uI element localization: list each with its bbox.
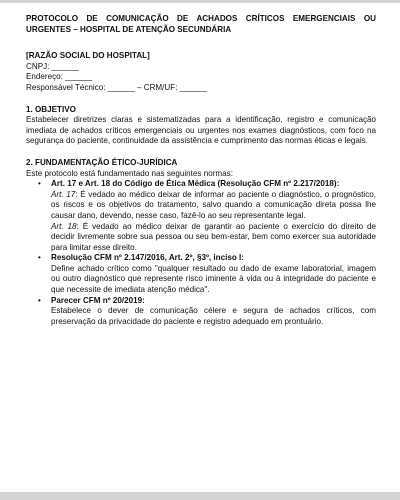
art-17-text: : É vedado ao médico deixar de informar ao paciente o diagnóstico, o prognóstico, os riscos e os objetivos do tratamento, salvo quando a comunicação direta possa lhe causar dano, devendo, nesse caso, fazê-lo ao seu representante legal. bbox=[51, 189, 377, 220]
address-field: Endereço: ______ bbox=[26, 72, 93, 82]
list-item-heading: Parecer CFM nº 20/2019: bbox=[51, 295, 145, 305]
section-2-title: 2. FUNDAMENTAÇÃO ÉTICO-JURÍDICA bbox=[26, 157, 178, 167]
art-18-text: : É vedado ao médico deixar de garantir ao paciente o exercício do direito de decidir livremente sobre sua pessoa ou seu bem-estar, bem como exercer sua autoridade para limitar esse direito. bbox=[51, 221, 377, 252]
list-item-text: Define achado crítico como "qualquer resultado ou dado de exame laboratorial, imagem ou outro diagnóstico que represente risco iminente à vida ou à integridade do paciente e que necessite de imediata atenção médica". bbox=[51, 263, 376, 295]
cnpj-field: CNPJ: ______ bbox=[26, 61, 79, 71]
list-item-text: Estabelece o dever de comunicação célere e segura de achados críticos, com preservação da privacidade do paciente e registro adequado em prontuário. bbox=[51, 306, 376, 326]
list-item bbox=[26, 296, 376, 307]
bullet-icon: • bbox=[38, 179, 41, 189]
list-item-heading: Resolução CFM nº 2.147/2016, Art. 2º, §3º, inciso I: bbox=[51, 253, 244, 263]
art-18-label: Art. 18 bbox=[51, 221, 77, 231]
section-2-intro: Este protocolo está fundamentado nas seguintes normas: bbox=[26, 168, 233, 178]
company-name: [RAZÃO SOCIAL DO HOSPITAL] bbox=[26, 51, 150, 61]
bottom-border bbox=[0, 492, 400, 500]
section-1-text: Estabelecer diretrizes claras e sistematizadas para a identificação, registro e comunicação imediata de achados críticos emergenciais ou urgentes nos exames diagnósticos, com foco na segurança do paciente, continuidade da assistência e cumprimento das normas éticas e legais. bbox=[26, 115, 376, 146]
top-border bbox=[0, 0, 400, 3]
section-1-title: 1. OBJETIVO bbox=[26, 104, 76, 114]
list-item bbox=[26, 253, 376, 264]
bullet-icon: • bbox=[38, 253, 41, 263]
document-title: PROTOCOLO DE COMUNICAÇÃO DE ACHADOS CRÍTICOS EMERGENCIAIS OU URGENTES – HOSPITAL DE ATENÇÃO SECUNDÁRIA bbox=[26, 14, 376, 34]
bullet-icon: • bbox=[38, 295, 41, 305]
art-17-paragraph bbox=[26, 190, 376, 222]
list-item-heading: Art. 17 e Art. 18 do Código de Ética Médica (Resolução CFM nº 2.217/2018): bbox=[51, 179, 340, 189]
document-body bbox=[26, 14, 376, 327]
list-item bbox=[26, 179, 376, 190]
art-18-paragraph bbox=[26, 222, 376, 254]
art-17-label: Art. 17 bbox=[51, 189, 76, 199]
technical-responsible-field: Responsável Técnico: ______ – CRM/UF: ______ bbox=[26, 82, 207, 92]
